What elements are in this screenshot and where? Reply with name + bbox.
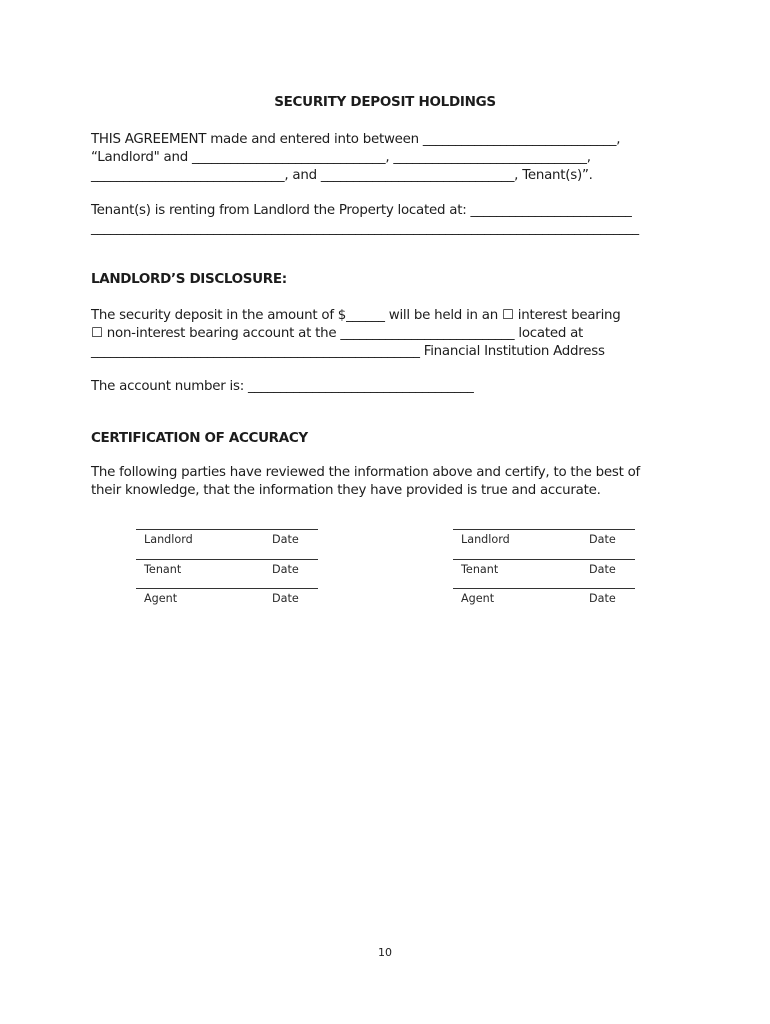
signature-block-left: [136, 529, 318, 618]
signature-date-label: Date: [589, 562, 616, 576]
certification-line-2: their knowledge, that the information they have provided is true and accurate.: [91, 483, 601, 498]
account-number-line: The account number is: ___________________________________: [91, 379, 474, 394]
signature-row-tenant: [453, 559, 635, 589]
signature-date-label: Date: [272, 562, 299, 576]
disclosure-line-2: ☐ non-interest bearing account at the ___________________________ located at: [91, 326, 584, 341]
intro-line-2: “Landlord" and ______________________________, ______________________________,: [91, 150, 591, 165]
signature-date-label: Date: [589, 533, 616, 546]
signature-role-label: Tenant: [144, 562, 182, 576]
signature-date-label: Date: [272, 533, 299, 546]
signature-role-label: Landlord: [461, 533, 510, 546]
signature-role-label: Tenant: [461, 562, 499, 576]
property-line-1: Tenant(s) is renting from Landlord the Property located at: _________________________: [91, 203, 632, 218]
signature-block-right: [453, 529, 635, 618]
signature-row-agent: [453, 588, 635, 618]
document-title: SECURITY DEPOSIT HOLDINGS: [274, 94, 496, 110]
signature-row-landlord: [136, 529, 318, 559]
signature-role-label: Landlord: [144, 533, 193, 546]
signature-row-agent: [136, 588, 318, 618]
intro-line-1: THIS AGREEMENT made and entered into between ______________________________,: [91, 132, 621, 147]
disclosure-line-1: The security deposit in the amount of $______ will be held in an ☐ interest bearing: [91, 308, 621, 323]
signature-role-label: Agent: [144, 592, 178, 605]
disclosure-line-3: ___________________________________________________ Financial Institution Address: [91, 344, 605, 359]
disclosure-heading: LANDLORD’S DISCLOSURE:: [91, 271, 287, 287]
signature-row-landlord: [453, 529, 635, 559]
page-number: 10: [378, 946, 392, 959]
signature-date-label: Date: [272, 592, 299, 605]
certification-line-1: The following parties have reviewed the information above and certify, to the best of: [91, 465, 641, 480]
intro-line-3: ______________________________, and ______________________________, Tenant(s)”.: [91, 168, 593, 183]
property-line-2: _____________________________________________________________________________________: [91, 221, 639, 236]
signature-role-label: Agent: [461, 592, 495, 605]
signature-date-label: Date: [589, 592, 616, 605]
signature-row-tenant: [136, 559, 318, 589]
certification-heading: CERTIFICATION OF ACCURACY: [91, 430, 308, 446]
